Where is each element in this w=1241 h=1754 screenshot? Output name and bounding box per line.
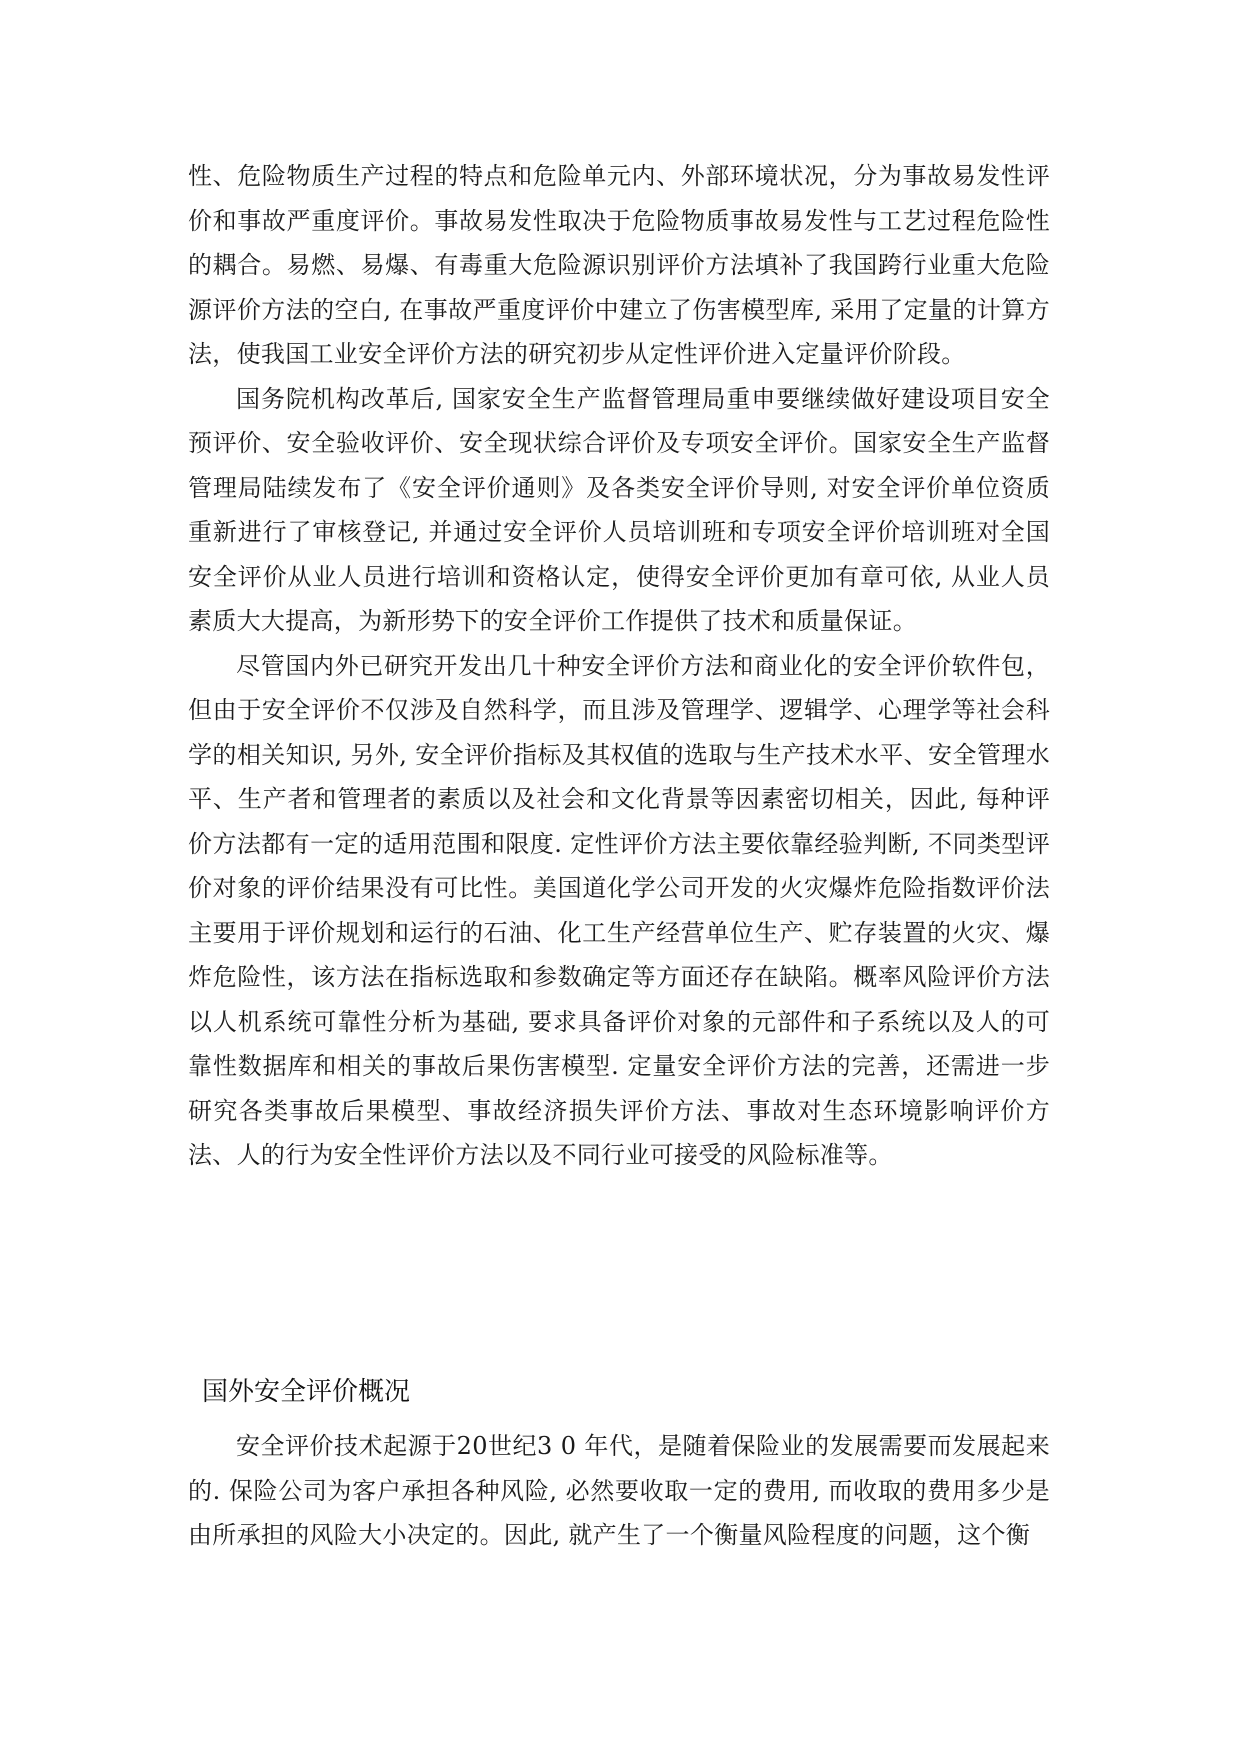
paragraph-2: 国务院机构改革后, 国家安全生产监督管理局重申要继续做好建设项目安全预评价、安全验收评价、安全现状综合评价及专项安全评价。国家安全生产监督管理局陆续发布了《安全评价通则》及各类安全评价导则, 对安全评价单位资质重新进行了审核登记, 并通过安全评价人员培训班和专项安全评价培训班对全国安全评价从业人员进行培训和资格认定，使得安全评价更加有章可依, 从业人员素质大大提高，为新形势下的安全评价工作提供了技术和质量保证。: [188, 384, 1050, 635]
body-text-section-2: [188, 1424, 1050, 1558]
paragraph-4: 安全评价技术起源于20世纪3 0 年代，是随着保险业的发展需要而发展起来的. 保险公司为客户承担各种风险, 必然要收取一定的费用, 而收取的费用多少是由所承担的风险大小决定的。因此, 就产生了一个衡量风险程度的问题，这个衡: [188, 1432, 1050, 1549]
section-heading: 国外安全评价概况: [202, 1377, 411, 1407]
body-text-section-1: [188, 154, 1050, 1178]
paragraph-1: 性、危险物质生产过程的特点和危险单元内、外部环境状况，分为事故易发性评价和事故严重度评价。事故易发性取决于危险物质事故易发性与工艺过程危险性的耦合。易燃、易爆、有毒重大危险源识别评价方法填补了我国跨行业重大危险源评价方法的空白, 在事故严重度评价中建立了伤害模型库, 采用了定量的计算方法，使我国工业安全评价方法的研究初步从定性评价进入定量评价阶段。: [188, 162, 1050, 368]
paragraph-3: 尽管国内外已研究开发出几十种安全评价方法和商业化的安全评价软件包，但由于安全评价不仅涉及自然科学，而且涉及管理学、逻辑学、心理学等社会科学的相关知识, 另外, 安全评价指标及其权值的选取与生产技术水平、安全管理水平、生产者和管理者的素质以及社会和文化背景等因素密切相关，因此, 每种评价方法都有一定的适用范围和限度. 定性评价方法主要依靠经验判断, 不同类型评价对象的评价结果没有可比性。美国道化学公司开发的火灾爆炸危险指数评价法主要用于评价规划和运行的石油、化工生产经营单位生产、贮存装置的火灾、爆炸危险性，该方法在指标选取和参数确定等方面还存在缺陷。概率风险评价方法以人机系统可靠性分析为基础, 要求具备评价对象的元部件和子系统以及人的可靠性数据库和相关的事故后果伤害模型. 定量安全评价方法的完善，还需进一步研究各类事故后果模型、事故经济损失评价方法、事故对生态环境影响评价方法、人的行为安全性评价方法以及不同行业可接受的风险标准等。: [188, 651, 1050, 1169]
